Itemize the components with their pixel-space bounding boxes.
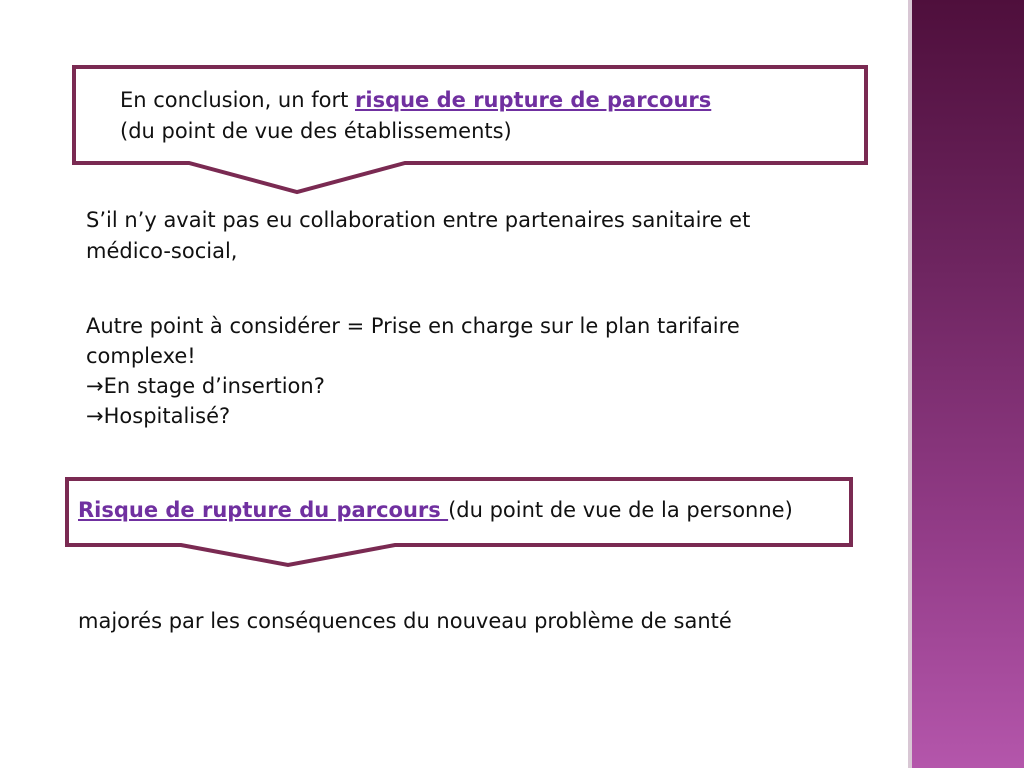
para1-line2: médico-social,	[86, 239, 238, 263]
item1-text: En stage d’insertion?	[103, 374, 325, 398]
callout-bottom-text	[78, 495, 793, 526]
right-arrow-icon: →	[86, 374, 104, 398]
callout-top-prefix: En conclusion, un fort	[120, 88, 356, 112]
item2-text: Hospitalisé?	[103, 404, 231, 428]
rupture-parcours-link[interactable]: risque de rupture de parcours	[355, 88, 712, 112]
decorative-sidebar	[912, 0, 1024, 768]
callout-top-line2: (du point de vue des établissements)	[120, 119, 512, 143]
right-arrow-icon: →	[86, 404, 104, 428]
para2-line1: Autre point à considérer = Prise en charge sur le plan tarifaire	[86, 314, 740, 338]
callout-bottom-suffix: (du point de vue de la personne)	[448, 498, 793, 522]
footer-text: majorés par les conséquences du nouveau problème de santé	[78, 609, 732, 633]
rupture-personne-link[interactable]: Risque de rupture du parcours	[78, 498, 449, 522]
para2-line2: complexe!	[86, 344, 196, 368]
para1-line1: S’il n’y avait pas eu collaboration entre partenaires sanitaire et	[86, 208, 751, 232]
